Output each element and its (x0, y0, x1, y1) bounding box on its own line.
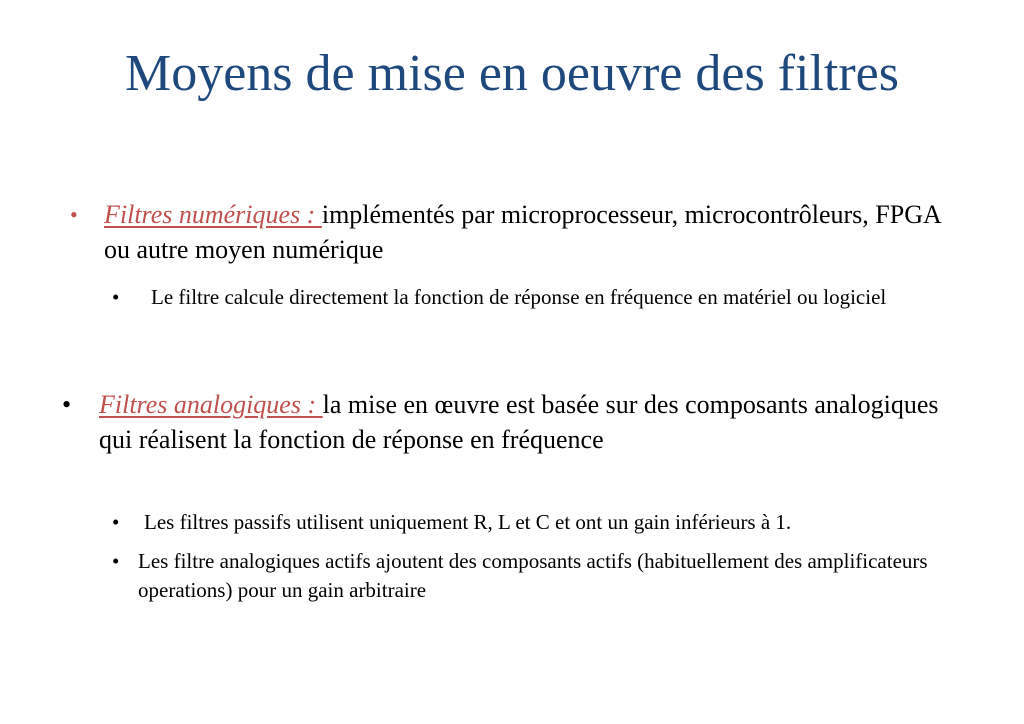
sub-bullet-digital-computation (112, 283, 992, 312)
sub-bullet-marker: • (112, 549, 120, 573)
term-analog-filters: Filtres analogiques : (99, 390, 323, 419)
bullet-description: la mise en œuvre est basée sur des composants analogiques qui réalisent la fonction de réponse en fréquence (99, 390, 939, 454)
sub-bullet-active-filters (112, 547, 992, 605)
bullet-description: implémentés par microprocesseur, microcontrôleurs, FPGA ou autre moyen numérique (104, 200, 941, 264)
bullet-marker: • (62, 390, 72, 419)
bullet-analog-filters (62, 387, 962, 457)
sub-bullet-text: Les filtre analogiques actifs ajoutent des composants actifs (habituellement des amplificateurs operations) pour un gain arbitraire (138, 549, 928, 602)
bullet-digital-filters (70, 197, 970, 267)
sub-bullet-marker: • (112, 285, 120, 309)
slide-title: Moyens de mise en oeuvre des filtres (124, 45, 899, 102)
sub-bullet-marker: • (112, 510, 120, 534)
sub-bullet-text: Les filtres passifs utilisent uniquement R, L et C et ont un gain inférieurs à 1. (144, 510, 792, 534)
bullet-text (104, 197, 970, 267)
sub-bullet-passive-filters (112, 508, 992, 537)
bullet-text (99, 387, 962, 457)
sub-bullet-text: Le filtre calcule directement la fonction de réponse en fréquence en matériel ou logiciel (151, 285, 887, 309)
term-digital-filters: Filtres numériques : (104, 200, 322, 229)
bullet-marker: • (70, 202, 78, 227)
